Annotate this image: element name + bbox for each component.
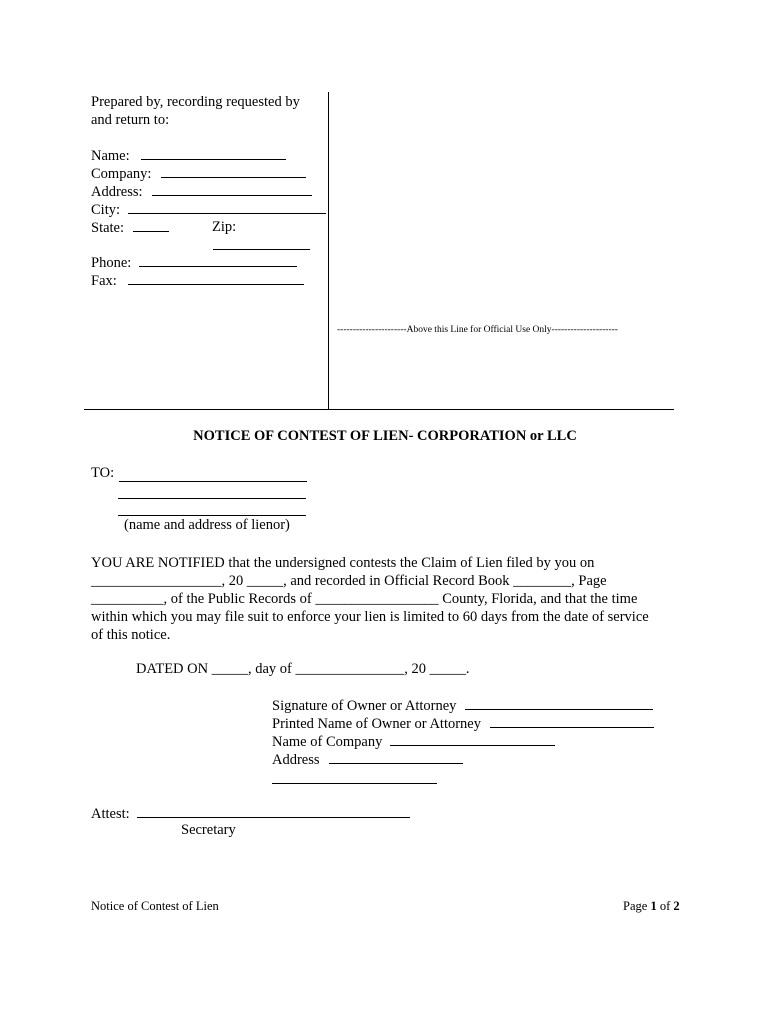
to-line-1[interactable] [119,481,307,482]
company-name-label: Name of Company [272,734,383,750]
to-label: TO: [91,465,115,481]
company-label: Company: [91,166,152,182]
signature-row [272,697,653,715]
fax-row [91,272,304,290]
page-of: of [659,899,671,913]
body-line-3: __________, of the Public Records of _________________ County, Florida, and that the time [91,591,638,607]
dated-line: DATED ON _____, day of _______________, 20 _____. [136,661,470,677]
attest-row [91,805,410,823]
page-number [623,899,680,914]
company-name-field[interactable] [390,733,555,746]
page-current: 1 [650,899,657,913]
phone-row [91,254,297,272]
name-row [91,147,286,165]
name-label: Name: [91,148,130,164]
header-vertical-divider [328,92,329,410]
phone-label: Phone: [91,255,132,271]
to-line-2[interactable] [118,498,306,499]
name-field[interactable] [141,147,286,160]
page-total: 2 [673,899,680,913]
attest-signature-field[interactable] [137,805,410,818]
company-field[interactable] [161,165,306,178]
prepared-by-line1: Prepared by, recording requested by [91,94,300,110]
document-title: NOTICE OF CONTEST OF LIEN- CORPORATION or LLC [193,428,577,444]
signature-address-row [272,751,463,769]
body-line-4: within which you may file suit to enforce your lien is limited to 60 days from the date of service [91,609,649,625]
city-label: City: [91,202,121,218]
signature-address-field[interactable] [329,751,463,764]
page-prefix: Page [623,899,648,913]
fax-label: Fax: [91,273,117,289]
printed-name-label: Printed Name of Owner or Attorney [272,716,481,732]
company-name-row [272,733,555,751]
state-field[interactable] [133,219,169,232]
to-line-3[interactable] [118,515,306,516]
fax-field[interactable] [128,272,304,285]
address-label: Address: [91,184,143,200]
signature-address-line-2[interactable] [272,783,437,784]
signature-label: Signature of Owner or Attorney [272,698,457,714]
city-field[interactable] [128,201,326,214]
state-label: State: [91,220,125,236]
to-caption: (name and address of lienor) [124,517,290,533]
header-horizontal-divider [84,409,674,410]
signature-address-label: Address [272,752,320,768]
address-row [91,183,312,201]
company-row [91,165,306,183]
printed-name-field[interactable] [490,715,654,728]
official-use-note: ----------------------Above this Line for Official Use Only--------------------- [337,325,618,335]
zip-field[interactable] [213,249,310,250]
body-line-1: YOU ARE NOTIFIED that the undersigned contests the Claim of Lien filed by you on [91,555,595,571]
city-row [91,201,326,219]
body-line-2: __________________, 20 _____, and recorded in Official Record Book ________, Page [91,573,607,589]
prepared-by-line2: and return to: [91,112,170,128]
zip-label: Zip: [212,219,237,235]
phone-field[interactable] [139,254,297,267]
secretary-label: Secretary [181,822,236,838]
body-line-5: of this notice. [91,627,171,643]
footer-title: Notice of Contest of Lien [91,899,219,913]
printed-name-row [272,715,654,733]
address-field[interactable] [152,183,312,196]
attest-label: Attest: [91,806,130,822]
signature-field[interactable] [465,697,653,710]
state-row [91,219,169,237]
